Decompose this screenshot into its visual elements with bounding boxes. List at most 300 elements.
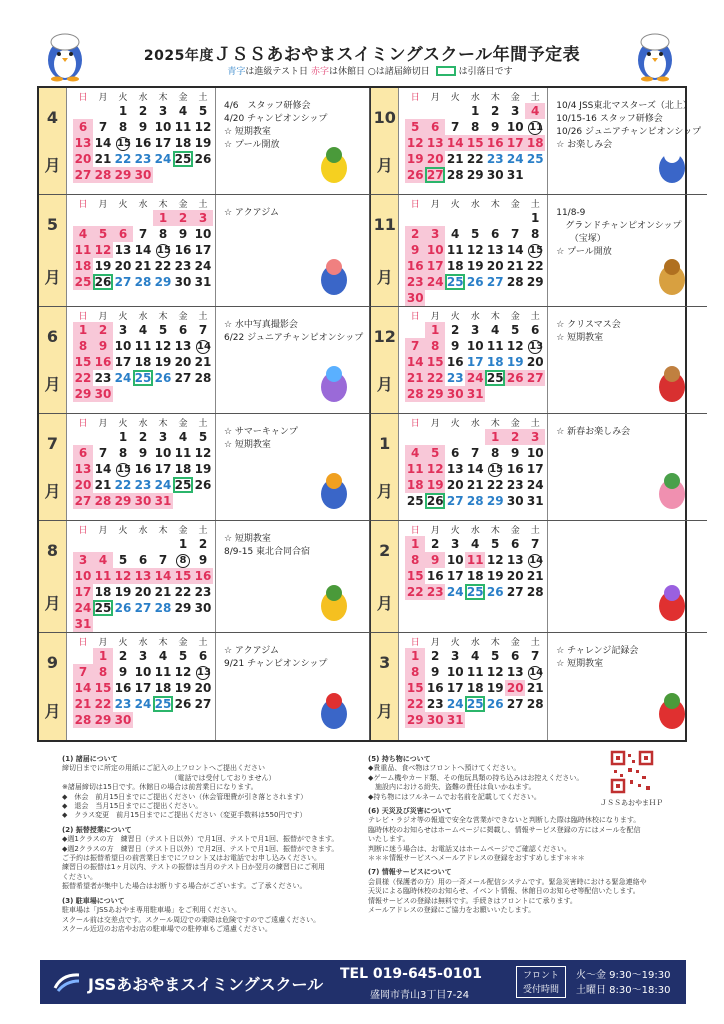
- day-cell: 28: [74, 713, 92, 727]
- month-cell-8: [39, 521, 370, 633]
- day-cell: 8: [118, 120, 128, 134]
- empty-day-cell: [173, 712, 193, 728]
- day-cell: 11: [94, 569, 112, 583]
- day-cell: 1: [118, 430, 128, 444]
- day-cell: 23: [174, 259, 192, 273]
- day-cell: 22: [466, 152, 484, 166]
- footer-phone[interactable]: TEL 019-645-0101: [340, 966, 482, 982]
- day-cell: [193, 664, 213, 680]
- calendar-table: [73, 90, 213, 183]
- day-cell: 7: [531, 649, 540, 663]
- day-cell: 29: [114, 494, 132, 508]
- note-line: ご予約は振替希望日の前営業日までにフロント又はお電話でお申し込みください。: [62, 854, 321, 863]
- day-cell: 3: [73, 552, 93, 568]
- weekday-header: 金: [510, 419, 520, 429]
- empty-day-cell: [405, 210, 425, 226]
- day-cell: 29: [526, 275, 544, 289]
- month-number: 8: [46, 541, 59, 560]
- weekday-header: 木: [490, 200, 500, 210]
- day-cell: 4: [138, 323, 148, 337]
- day-cell: 15: [406, 569, 424, 583]
- day-cell: 6: [531, 323, 540, 337]
- day-cell: [193, 338, 213, 354]
- weekday-header: 木: [158, 312, 168, 322]
- empty-day-cell: [113, 536, 133, 552]
- day-cell: 21: [194, 355, 212, 369]
- month-suffix: 月: [44, 482, 61, 501]
- page-title: [100, 40, 624, 65]
- calendar-table: [405, 197, 545, 306]
- weekday-header: 日: [410, 312, 420, 322]
- weekday-header: 金: [178, 638, 188, 648]
- month-cell-3: [370, 633, 707, 740]
- day-cell: 8: [471, 120, 480, 134]
- day-cell: 2: [505, 429, 525, 445]
- event-item: ☆ 短期教室: [556, 659, 604, 669]
- empty-day-cell: [173, 493, 193, 509]
- note-line: 臨時休校のお知らせはホームページに掲載し、情報サービス登録の方にはメールを配信: [368, 825, 641, 834]
- day-cell: 29: [94, 713, 112, 727]
- day-cell: 6: [491, 227, 500, 241]
- note-line: ◆ 休会 前月15日までにご提出ください（休会管理費が引き落とされます）: [62, 792, 308, 801]
- day-cell: 21: [526, 681, 544, 695]
- month-number: 2: [379, 541, 391, 560]
- event-item: ☆ 水中写真撮影会: [224, 320, 298, 330]
- event-item: 8/9-15 東北合同合宿: [224, 547, 311, 557]
- event-item: ☆ アクアジム: [224, 208, 279, 218]
- day-cell: 27: [74, 494, 92, 508]
- day-cell: 6: [178, 323, 188, 337]
- day-cell: 11: [446, 243, 464, 257]
- day-cell: 28: [526, 697, 544, 711]
- day-cell: 29: [154, 275, 172, 289]
- event-item: （宝塚）: [556, 234, 606, 244]
- qr-code-icon[interactable]: [610, 750, 654, 794]
- day-cell: 31: [154, 494, 172, 508]
- day-cell: 21: [526, 569, 544, 583]
- weekday-header: 木: [158, 638, 168, 648]
- month-number: 5: [46, 215, 59, 234]
- weekday-header: 火: [118, 200, 128, 210]
- day-cell: 24: [426, 275, 444, 289]
- day-cell: 9: [425, 552, 445, 568]
- empty-day-cell: [465, 210, 485, 226]
- weekday-header: 日: [78, 93, 88, 103]
- month-events: [215, 88, 369, 194]
- day-cell: 21: [446, 152, 464, 166]
- empty-day-cell: [485, 712, 505, 728]
- weekday-header: 水: [470, 526, 480, 536]
- day-cell: 1: [405, 536, 425, 552]
- day-cell: 26: [94, 275, 112, 289]
- month-events: [547, 307, 707, 413]
- day-cell: 31: [506, 168, 524, 182]
- empty-day-cell: [73, 103, 93, 119]
- month-number: 11: [373, 215, 396, 234]
- day-cell: 10: [154, 120, 172, 134]
- day-cell: 25: [466, 697, 484, 711]
- empty-day-cell: [153, 386, 173, 402]
- note-line: 締切日までに所定の用紙にご記入の上フロントへご提出ください: [62, 764, 265, 773]
- calendar-table: [405, 635, 545, 728]
- weekday-header: 土: [530, 93, 540, 103]
- day-cell: 30: [486, 168, 504, 182]
- month-cell-5: [39, 195, 370, 307]
- weekday-header: 火: [450, 419, 460, 429]
- calendar-table: [405, 523, 545, 600]
- note-heading: (7) 情報サービスについて: [368, 868, 452, 877]
- weekday-header: 土: [198, 200, 208, 210]
- day-cell: 28: [406, 387, 424, 401]
- day-cell: 3: [138, 649, 148, 663]
- weekday-header: 木: [158, 93, 168, 103]
- day-cell: [525, 552, 545, 568]
- title-text: ＪＳＳあおやまスイミングスクール年間予定表: [213, 45, 581, 65]
- month-label-column: [371, 88, 399, 194]
- note-heading: (2) 振替授業について: [62, 825, 132, 834]
- weekday-header: 日: [410, 200, 420, 210]
- day-cell: 9: [138, 446, 148, 460]
- month-number: 1: [379, 434, 391, 453]
- day-cell: 23: [406, 275, 424, 289]
- month-calendar: [67, 195, 215, 306]
- day-cell: 26: [506, 371, 524, 385]
- day-cell: 5: [158, 323, 168, 337]
- day-cell: 19: [466, 259, 484, 273]
- day-cell: 25: [174, 152, 192, 166]
- day-cell: 2: [138, 104, 148, 118]
- day-cell: 22: [154, 259, 172, 273]
- calendar-table: [73, 309, 213, 402]
- footer-hours: [576, 968, 670, 998]
- day-cell: 20: [114, 259, 132, 273]
- empty-day-cell: [173, 167, 193, 183]
- deadline-circle: 11: [529, 122, 544, 133]
- weekday-header: 金: [510, 200, 520, 210]
- event-item: 4/20 チャンピオンシップ: [224, 114, 328, 124]
- day-cell: 5: [425, 445, 445, 461]
- empty-day-cell: [445, 103, 465, 119]
- weekday-header: 火: [450, 93, 460, 103]
- day-cell: 21: [466, 478, 484, 492]
- day-cell: 24: [446, 697, 464, 711]
- day-cell: 26: [194, 478, 212, 492]
- day-cell: 24: [506, 152, 524, 166]
- month-events: [215, 195, 369, 306]
- month-suffix: 月: [376, 482, 393, 501]
- day-cell: 30: [426, 713, 444, 727]
- weekday-header: 火: [118, 419, 128, 429]
- weekday-header: 火: [450, 526, 460, 536]
- day-cell: 17: [134, 681, 152, 695]
- day-cell: 5: [178, 649, 188, 663]
- empty-day-cell: [133, 386, 153, 402]
- empty-day-cell: [153, 712, 173, 728]
- month-suffix: 月: [44, 702, 61, 721]
- day-cell: 4: [405, 445, 425, 461]
- day-cell: 12: [466, 243, 484, 257]
- day-cell: 22: [406, 585, 424, 599]
- month-cell-2: [370, 521, 707, 633]
- day-cell: 11: [174, 120, 192, 134]
- day-cell: 22: [406, 697, 424, 711]
- empty-day-cell: [465, 429, 485, 445]
- empty-day-cell: [193, 493, 213, 509]
- day-cell: 21: [94, 478, 112, 492]
- month-label-column: [39, 521, 67, 632]
- month-calendar: [399, 633, 547, 740]
- day-cell: 20: [194, 681, 212, 695]
- day-cell: 16: [114, 681, 132, 695]
- weekday-header: 水: [470, 200, 480, 210]
- day-cell: 24: [154, 152, 172, 166]
- day-cell: 27: [426, 168, 444, 182]
- calendar-table: [405, 90, 545, 183]
- month-events: [215, 307, 369, 413]
- event-item: ☆ お楽しみ会: [556, 140, 613, 150]
- day-cell: 12: [114, 569, 132, 583]
- day-cell: [153, 242, 173, 258]
- day-cell: 1: [531, 211, 540, 225]
- weekday-header: 月: [430, 200, 440, 210]
- weekday-header: 土: [198, 312, 208, 322]
- day-cell: 8: [73, 338, 93, 354]
- day-cell: 10: [154, 446, 172, 460]
- day-cell: 27: [114, 275, 132, 289]
- day-cell: 16: [134, 136, 152, 150]
- day-cell: 1: [178, 537, 188, 551]
- empty-day-cell: [505, 210, 525, 226]
- empty-day-cell: [525, 712, 545, 728]
- empty-day-cell: [465, 290, 485, 306]
- weekday-header: 月: [430, 526, 440, 536]
- day-cell: 1: [153, 210, 173, 226]
- legend-box-desc: は引落日です: [458, 67, 513, 77]
- day-cell: 4: [178, 104, 188, 118]
- day-cell: 6: [198, 649, 208, 663]
- weekday-header: 金: [178, 200, 188, 210]
- weekday-header: 水: [470, 419, 480, 429]
- month-suffix: 月: [376, 594, 393, 613]
- day-cell: 24: [114, 371, 132, 385]
- day-cell: 26: [154, 371, 172, 385]
- note-line: 練習日の振替は1ヶ月以内、テストの振替は当月のテスト日か翌月の練習日にご利用: [62, 863, 325, 872]
- day-cell: 9: [451, 339, 460, 353]
- day-cell: 3: [193, 210, 213, 226]
- weekday-header: 水: [138, 638, 148, 648]
- day-cell: 11: [466, 553, 484, 567]
- day-cell: 9: [178, 227, 188, 241]
- day-cell: 29: [406, 713, 424, 727]
- note-line: 駐車場は「JSSあおやま専用駐車場」をご利用ください。: [62, 906, 241, 915]
- day-cell: 25: [406, 494, 424, 508]
- day-cell: 18: [174, 462, 192, 476]
- day-cell: 23: [426, 585, 444, 599]
- day-cell: 30: [194, 601, 212, 615]
- empty-day-cell: [193, 167, 213, 183]
- empty-day-cell: [485, 210, 505, 226]
- day-cell: 16: [426, 681, 444, 695]
- weekday-header: 月: [430, 419, 440, 429]
- empty-day-cell: [485, 290, 505, 306]
- day-cell: [525, 338, 545, 354]
- month-cell-11: [370, 195, 707, 307]
- empty-day-cell: [405, 103, 425, 119]
- day-cell: 2: [118, 649, 128, 663]
- day-cell: 2: [431, 537, 440, 551]
- month-suffix: 月: [376, 156, 393, 175]
- day-cell: 7: [98, 446, 108, 460]
- day-cell: 16: [194, 569, 212, 583]
- note-line: スクール前は交差点です。スクール周辺での乗降は危険ですのでご遠慮ください。: [62, 915, 321, 924]
- day-cell: 4: [525, 103, 545, 119]
- day-cell: 7: [451, 120, 460, 134]
- month-label-column: [39, 633, 67, 740]
- footer-box-line2: 受付時間: [522, 985, 559, 995]
- day-cell: 8: [158, 227, 168, 241]
- day-cell: 20: [174, 355, 192, 369]
- month-cell-12: [370, 307, 707, 414]
- note-heading: (1) 諸届について: [62, 755, 118, 763]
- day-cell: 27: [134, 601, 152, 615]
- legend-red-desc: は休館日: [328, 67, 365, 77]
- day-cell: 14: [466, 462, 484, 476]
- month-illustration-icon: [649, 468, 695, 512]
- day-cell: 9: [198, 553, 208, 567]
- day-cell: 19: [114, 585, 132, 599]
- legend-blue-label: 青字: [227, 67, 246, 77]
- note-heading: (3) 駐車場について: [62, 896, 125, 905]
- day-cell: 5: [491, 537, 500, 551]
- month-calendar: [399, 88, 547, 194]
- month-suffix: 月: [44, 375, 61, 394]
- penguin-mascot-icon: [40, 30, 90, 82]
- day-cell: 20: [506, 569, 524, 583]
- day-cell: 15: [426, 355, 444, 369]
- empty-day-cell: [113, 616, 133, 632]
- day-cell: 6: [73, 445, 93, 461]
- day-cell: [525, 119, 545, 135]
- day-cell: 18: [526, 136, 544, 150]
- day-cell: 17: [154, 462, 172, 476]
- day-cell: [525, 664, 545, 680]
- weekday-header: 土: [530, 638, 540, 648]
- day-cell: 10: [426, 243, 444, 257]
- note-heading: (5) 持ち物について: [368, 755, 431, 763]
- event-item: ☆ アクアジム: [224, 646, 279, 656]
- day-cell: 21: [134, 259, 152, 273]
- deadline-circle: 15: [157, 245, 171, 256]
- note-line: 会員様（保護者の方）用の一斉メール配信システムです。緊急災害時における緊急連絡や: [368, 877, 647, 886]
- legend-circle-desc: ○は諸届締切日: [367, 67, 430, 77]
- day-cell: 18: [174, 136, 192, 150]
- day-cell: 12: [154, 339, 172, 353]
- empty-day-cell: [93, 429, 113, 445]
- event-item: ☆ 短期教室: [224, 440, 271, 450]
- day-cell: 9: [138, 120, 148, 134]
- day-cell: [113, 135, 133, 151]
- day-cell: 10: [134, 665, 152, 679]
- day-cell: 27: [174, 371, 192, 385]
- day-cell: 31: [74, 617, 92, 631]
- event-item: 11/8-9: [556, 208, 586, 218]
- weekday-header: 月: [430, 93, 440, 103]
- day-cell: 10: [446, 665, 464, 679]
- day-cell: 29: [466, 168, 484, 182]
- day-cell: 25: [486, 371, 504, 385]
- day-cell: 21: [154, 585, 172, 599]
- empty-day-cell: [525, 167, 545, 183]
- event-item: ☆ チャレンジ記録会: [556, 646, 639, 656]
- day-cell: 7: [158, 553, 168, 567]
- calendar-table: [73, 635, 213, 728]
- weekday-header: 火: [450, 312, 460, 322]
- month-cell-9: [39, 633, 370, 740]
- day-cell: 23: [94, 371, 112, 385]
- day-cell: 6: [451, 446, 460, 460]
- day-cell: 6: [511, 649, 520, 663]
- month-suffix: 月: [44, 594, 61, 613]
- day-cell: 20: [506, 681, 524, 695]
- weekday-header: 金: [510, 93, 520, 103]
- month-calendar: [67, 633, 215, 740]
- day-cell: [525, 242, 545, 258]
- day-cell: 13: [74, 462, 92, 476]
- deadline-circle: 15: [529, 245, 544, 256]
- empty-day-cell: [93, 103, 113, 119]
- weekday-header: 水: [138, 312, 148, 322]
- empty-day-cell: [193, 712, 213, 728]
- month-number: 7: [46, 434, 59, 453]
- empty-day-cell: [133, 210, 153, 226]
- weekday-header: 木: [490, 638, 500, 648]
- empty-day-cell: [73, 536, 93, 552]
- day-cell: [173, 552, 193, 568]
- day-cell: 30: [114, 713, 132, 727]
- weekday-header: 金: [178, 419, 188, 429]
- day-cell: 5: [491, 649, 500, 663]
- day-cell: 11: [154, 665, 172, 679]
- note-line: ください。: [62, 872, 97, 881]
- month-illustration-icon: [311, 688, 357, 732]
- day-cell: 26: [174, 697, 192, 711]
- day-cell: 29: [174, 601, 192, 615]
- empty-day-cell: [465, 712, 485, 728]
- day-cell: 19: [506, 355, 524, 369]
- day-cell: 12: [94, 243, 112, 257]
- day-cell: 6: [73, 119, 93, 135]
- empty-day-cell: [93, 210, 113, 226]
- day-cell: 6: [425, 119, 445, 135]
- day-cell: 9: [511, 446, 520, 460]
- empty-day-cell: [113, 386, 133, 402]
- day-cell: 10: [114, 339, 132, 353]
- deadline-circle: 14: [197, 341, 211, 352]
- weekday-header: 月: [430, 638, 440, 648]
- day-cell: 29: [114, 168, 132, 182]
- day-cell: 29: [426, 387, 444, 401]
- day-cell: 13: [114, 243, 132, 257]
- day-cell: 31: [194, 275, 212, 289]
- day-cell: 19: [154, 355, 172, 369]
- day-cell: 22: [426, 371, 444, 385]
- month-label-column: [39, 195, 67, 306]
- weekday-header: 日: [410, 93, 420, 103]
- day-cell: 4: [93, 552, 113, 568]
- event-item: ☆ クリスマス会: [556, 320, 621, 330]
- day-cell: 18: [446, 259, 464, 273]
- notes-left-column: [62, 750, 362, 934]
